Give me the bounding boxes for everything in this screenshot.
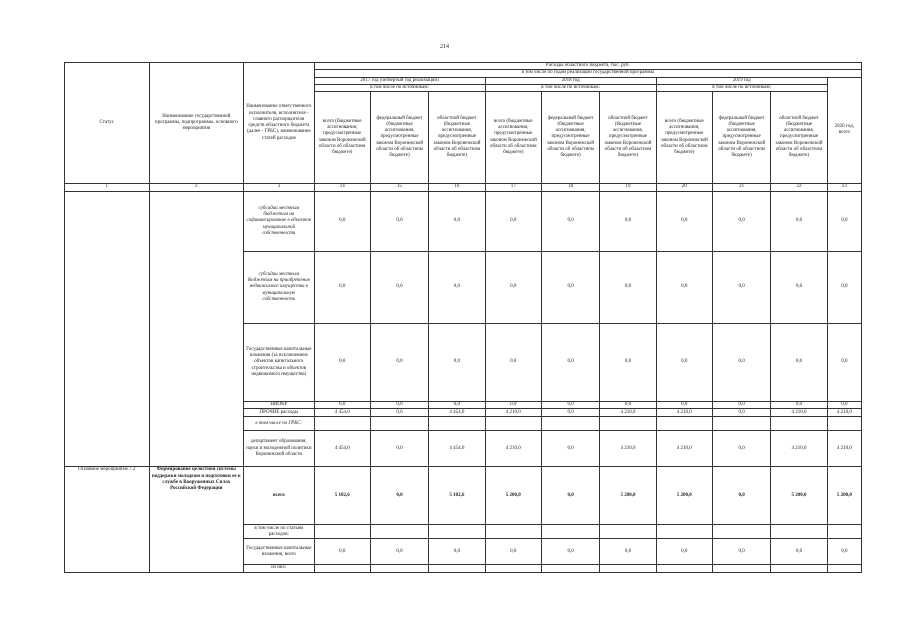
value-cell: 4 454,0 — [429, 409, 485, 417]
program-name-cell-empty — [149, 192, 244, 467]
header-federal-2018: федеральный бюджет (бюджетные ассигнования, предусмотренные законом Воронежской области об областном бюджете) — [541, 92, 599, 184]
value-cell: 0,0 — [827, 192, 861, 252]
column-number: 18 — [541, 184, 599, 192]
value-cell: 0,0 — [541, 539, 599, 565]
header-year-2017: 2017 год (четвертый год реализации) — [314, 77, 485, 84]
value-cell: 0,0 — [429, 539, 485, 565]
column-number: 3 — [244, 184, 314, 192]
value-cell: 4 210,0 — [771, 409, 827, 417]
value-cell: 5 200,0 — [600, 467, 656, 525]
value-cell: 0,0 — [429, 402, 485, 409]
value-cell: 0,0 — [370, 324, 428, 402]
value-cell: 0,0 — [370, 409, 428, 417]
column-number: 20 — [656, 184, 712, 192]
value-cell: 0,0 — [656, 324, 712, 402]
value-cell: 0,0 — [600, 324, 656, 402]
value-cell: 4 454,0 — [314, 431, 370, 467]
value-cell: 0,0 — [600, 192, 656, 252]
value-cell: 0,0 — [600, 539, 656, 565]
header-expenses: Расходы областного бюджета, тыс. руб. — [314, 63, 861, 70]
value-cell: 0,0 — [712, 467, 770, 525]
row-label: ПРОЧИЕ расходы — [244, 409, 314, 417]
value-cell: 4 210,0 — [656, 409, 712, 417]
column-number: 23 — [827, 184, 861, 192]
value-cell: 5 102,6 — [314, 467, 370, 525]
header-sources-2018: в том числе по источникам: — [485, 84, 656, 91]
row-label: субсидии местным бюджетам на софинансирование в объектов муниципальной собственности — [244, 192, 314, 252]
value-cell: 0,0 — [771, 402, 827, 409]
column-number: 14 — [314, 184, 370, 192]
row-label: из них: — [244, 565, 314, 572]
value-cell: 0,0 — [827, 324, 861, 402]
value-cell: 0,0 — [314, 192, 370, 252]
value-cell: 0,0 — [370, 402, 428, 409]
header-year-2020: 2020 год, всего — [827, 77, 861, 184]
value-cell: 0,0 — [541, 192, 599, 252]
header-regional-2019: областной бюджет (бюджетные ассигнования, предусмотренные законом Воронежской области об областном бюджете) — [771, 92, 827, 184]
row-label: всего — [244, 467, 314, 525]
value-cell: 0,0 — [827, 402, 861, 409]
column-number: 1 — [65, 184, 150, 192]
value-cell: 4 210,0 — [600, 409, 656, 417]
header-sources-2019: в том числе по источникам: — [656, 84, 827, 91]
budget-table — [64, 62, 862, 573]
value-cell: 0,0 — [656, 539, 712, 565]
header-executor: Наименование ответственного исполнителя, исполнителя - главного распорядителя средств областного бюджета (далее - ГРБС), наименование статей расходов — [244, 63, 314, 184]
value-cell: 5 200,0 — [485, 467, 541, 525]
value-cell: 0,0 — [370, 192, 428, 252]
header-total-2018: всего (бюджетные ассигнования, предусмотренные законом Воронежской области об областном бюджете) — [485, 92, 541, 184]
header-sources-2017: в том числе по источникам: — [314, 84, 485, 91]
value-cell: 4 210,0 — [827, 431, 861, 467]
row-label: субсидии местным бюджетам на приобретение недвижимого имущества в муниципальную собственность — [244, 252, 314, 324]
value-cell: 0,0 — [541, 409, 599, 417]
value-cell: 0,0 — [656, 252, 712, 324]
value-cell: 0,0 — [827, 539, 861, 565]
value-cell: 0,0 — [771, 324, 827, 402]
row-label: департамент образования, науки и молодежной политики Воронежской области — [244, 431, 314, 467]
value-cell: 4 210,0 — [485, 409, 541, 417]
value-cell: 4 454,0 — [429, 431, 485, 467]
value-cell: 4 210,0 — [600, 431, 656, 467]
value-cell: 0,0 — [771, 192, 827, 252]
column-number: 22 — [771, 184, 827, 192]
value-cell: 0,0 — [370, 252, 428, 324]
value-cell: 0,0 — [314, 252, 370, 324]
column-number: 16 — [429, 184, 485, 192]
value-cell: 0,0 — [485, 402, 541, 409]
header-regional-2017: областной бюджет (бюджетные ассигнования, предусмотренные законом Воронежской области об областном бюджете) — [429, 92, 485, 184]
value-cell: 4 210,0 — [485, 431, 541, 467]
value-cell: 0,0 — [712, 324, 770, 402]
value-cell: 4 210,0 — [827, 409, 861, 417]
value-cell: 0,0 — [485, 324, 541, 402]
value-cell: 0,0 — [771, 252, 827, 324]
header-federal-2017: федеральный бюджет (бюджетные ассигнования, предусмотренные законом Воронежской области об областном бюджете) — [370, 92, 428, 184]
header-year-2019: 2019 год — [656, 77, 827, 84]
column-number: 19 — [600, 184, 656, 192]
value-cell: 0,0 — [712, 252, 770, 324]
value-cell: 0,0 — [541, 402, 599, 409]
value-cell: 0,0 — [429, 192, 485, 252]
value-cell: 0,0 — [429, 324, 485, 402]
value-cell: 5 200,0 — [771, 467, 827, 525]
measure-name: Формирование целостной системы поддержки молодежи и подготовки ее к службе в Вооруженных Силах Российской Федерации — [149, 467, 244, 572]
column-number: 21 — [712, 184, 770, 192]
value-cell: 0,0 — [712, 402, 770, 409]
page-number: 214 — [440, 44, 449, 50]
header-total-2019: всего (бюджетные ассигнования, предусмотренные законом Воронежской области об областном бюджете) — [656, 92, 712, 184]
value-cell: 0,0 — [541, 324, 599, 402]
table-row — [65, 192, 862, 252]
value-cell: 0,0 — [429, 252, 485, 324]
value-cell: 0,0 — [541, 467, 599, 525]
value-cell: 0,0 — [370, 467, 428, 525]
value-cell: 0,0 — [541, 252, 599, 324]
column-number: 2 — [149, 184, 244, 192]
measure-status: Основное мероприятие 7.2 — [65, 467, 150, 572]
header-federal-2019: федеральный бюджет (бюджетные ассигнования, предусмотренные законом Воронежской области об областном бюджете) — [712, 92, 770, 184]
table-row — [65, 467, 862, 525]
value-cell: 0,0 — [485, 539, 541, 565]
value-cell: 0,0 — [370, 539, 428, 565]
value-cell: 0,0 — [712, 192, 770, 252]
value-cell: 0,0 — [370, 431, 428, 467]
value-cell: 0,0 — [541, 431, 599, 467]
value-cell: 0,0 — [600, 402, 656, 409]
value-cell: 4 454,0 — [314, 409, 370, 417]
value-cell: 0,0 — [827, 252, 861, 324]
value-cell: 0,0 — [485, 192, 541, 252]
value-cell: 0,0 — [712, 409, 770, 417]
status-cell-empty — [65, 192, 150, 467]
value-cell: 5 102,6 — [429, 467, 485, 525]
row-label: НИОКР — [244, 402, 314, 409]
value-cell: 0,0 — [485, 252, 541, 324]
value-cell: 5 200,0 — [827, 467, 861, 525]
header-year-2018: 2018 год — [485, 77, 656, 84]
column-number: 15 — [370, 184, 428, 192]
value-cell: 0,0 — [656, 192, 712, 252]
value-cell: 0,0 — [314, 402, 370, 409]
header-by-years: в том числе по годам реализации государственной программы — [314, 70, 861, 77]
value-cell: 5 200,0 — [656, 467, 712, 525]
value-cell: 0,0 — [771, 539, 827, 565]
value-cell: 0,0 — [314, 324, 370, 402]
header-program-name: Наименование государственной программы, подпрограммы, основного мероприятия — [149, 63, 244, 184]
value-cell: 4 210,0 — [771, 431, 827, 467]
row-label: в том числе по статьям расходов: — [244, 525, 314, 539]
row-label: Государственные капитальные вложения, всего — [244, 539, 314, 565]
value-cell: 0,0 — [600, 252, 656, 324]
row-label: Государственные капитальные вложения (за исключением объектов капитального строительства и объектов недвижимого имущества) — [244, 324, 314, 402]
value-cell: 0,0 — [656, 402, 712, 409]
value-cell: 0,0 — [712, 431, 770, 467]
column-number: 17 — [485, 184, 541, 192]
header-status: Статус — [65, 63, 150, 184]
value-cell: 4 210,0 — [656, 431, 712, 467]
value-cell: 0,0 — [314, 539, 370, 565]
header-total-2017: всего (бюджетные ассигнования, предусмотренные законом Воронежской области об областном бюджете) — [314, 92, 370, 184]
header-regional-2018: областной бюджет (бюджетные ассигнования, предусмотренные законом Воронежской области об областном бюджете) — [600, 92, 656, 184]
row-label: в том числе по ГРБС: — [244, 417, 314, 431]
column-number-row — [65, 184, 862, 192]
value-cell: 0,0 — [712, 539, 770, 565]
